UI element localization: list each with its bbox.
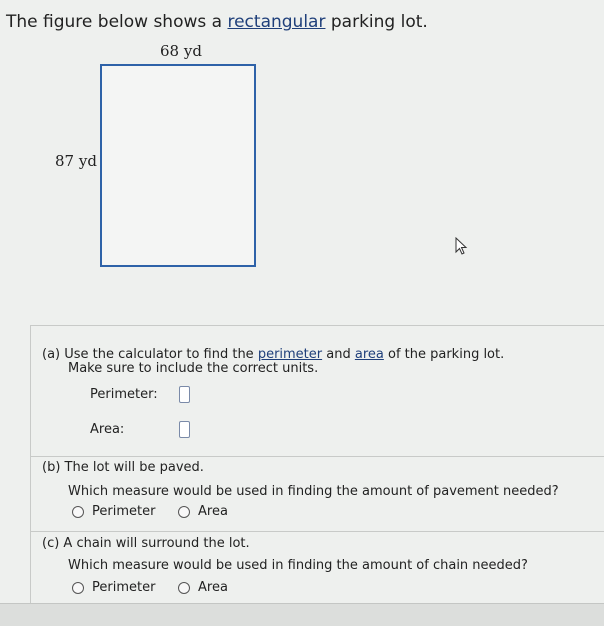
intro-text-after: parking lot. (325, 12, 428, 32)
rectangular-link[interactable]: rectangular (227, 12, 326, 32)
option-label: Area (198, 504, 228, 519)
area-label: Area: (90, 422, 125, 437)
intro-text-before: The figure below shows a (6, 12, 228, 32)
option-label: Area (198, 580, 228, 595)
figure-height-label: 87 yd (55, 152, 97, 170)
figure-width-label: 68 yd (160, 42, 202, 60)
part-a-and: and (322, 347, 355, 362)
part-c-question: Which measure would be used in finding the amount of chain needed? (68, 558, 528, 573)
radio-button[interactable] (178, 582, 190, 594)
part-a-units-note: Make sure to include the correct units. (68, 361, 319, 376)
part-a-suffix: of the parking lot. (383, 347, 505, 362)
part-c-option-area[interactable] (178, 580, 228, 595)
problem-intro (6, 12, 428, 32)
area-link[interactable]: area (354, 347, 384, 362)
part-b-question: Which measure would be used in finding the amount of pavement needed? (68, 484, 559, 499)
bottom-bar (0, 603, 604, 626)
perimeter-input[interactable] (179, 386, 190, 403)
part-b-statement: (b) The lot will be paved. (42, 460, 204, 475)
radio-button[interactable] (72, 582, 84, 594)
area-input[interactable] (179, 421, 190, 438)
option-label: Perimeter (92, 504, 156, 519)
parking-lot-rectangle (100, 64, 256, 267)
option-label: Perimeter (92, 580, 156, 595)
part-c-statement: (c) A chain will surround the lot. (42, 536, 250, 551)
part-c-option-perimeter[interactable] (72, 580, 155, 595)
part-b-option-area[interactable] (178, 504, 228, 519)
mouse-pointer-icon (455, 237, 469, 257)
divider (30, 531, 604, 532)
perimeter-link[interactable]: perimeter (257, 347, 323, 362)
perimeter-label: Perimeter: (90, 387, 158, 402)
radio-button[interactable] (178, 506, 190, 518)
part-a-text: (a) Use the calculator to find the (42, 347, 258, 362)
radio-button[interactable] (72, 506, 84, 518)
part-b-option-perimeter[interactable] (72, 504, 155, 519)
divider (30, 456, 604, 457)
